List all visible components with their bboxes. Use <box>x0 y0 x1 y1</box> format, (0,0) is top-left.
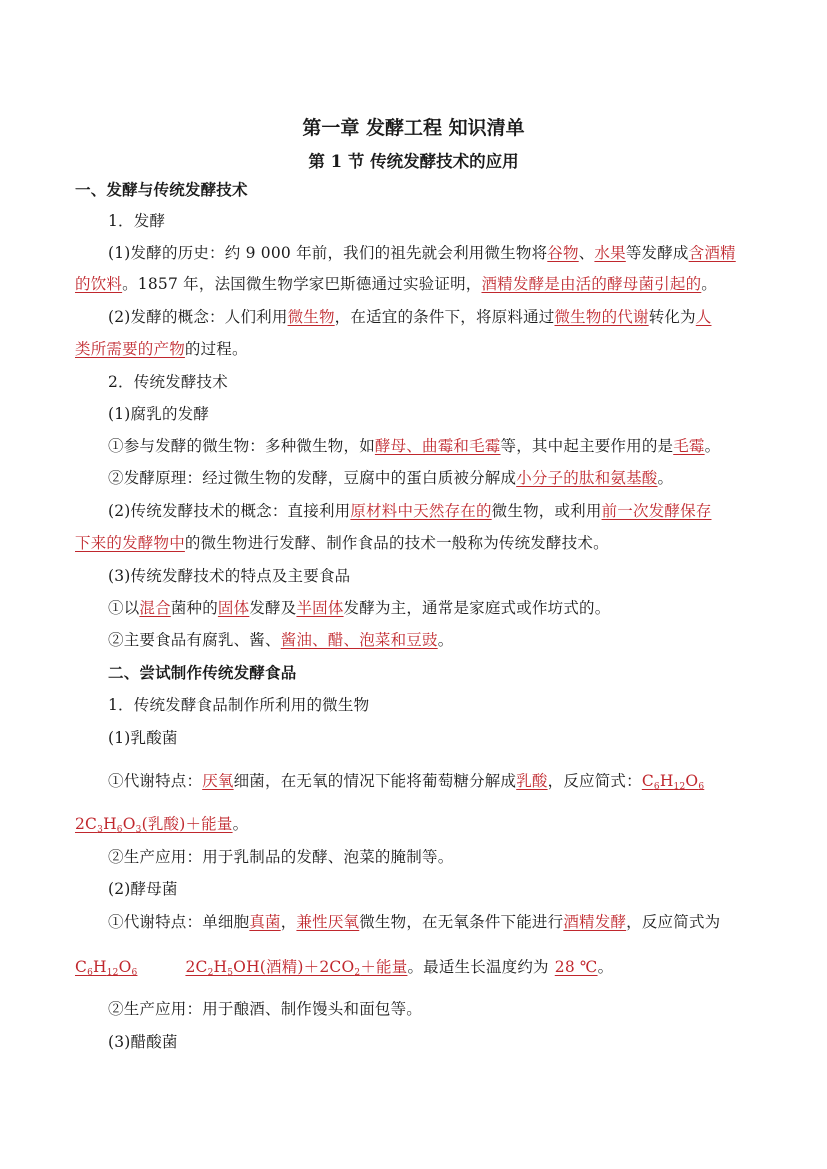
paragraph-history: (1)发酵的历史：约 9 000 年前，我们的祖先就会利用微生物将谷物、水果等发酵成含酒精 <box>108 244 736 262</box>
heading-1: 一、发酵与传统发酵技术 <box>75 180 248 199</box>
item-fuyu: (1)腐乳的发酵 <box>108 405 210 423</box>
formula-lactic-line: $2C_3H_6O_3$(乳酸)＋能量。 <box>75 815 249 835</box>
answer-yeast-mold: 酵母、曲霉和毛霉 <box>374 437 501 455</box>
answer-pasteur: 酒精发酵是由活的酵母菌引起的 <box>481 275 702 293</box>
item-features-1: ①以混合菌种的固体发酵及半固体发酵为主，通常是家庭式或作坊式的。 <box>108 599 611 617</box>
item-lactic: (1)乳酸菌 <box>108 729 178 747</box>
item-microbes: ①参与发酵的微生物：多种微生物，如酵母、曲霉和毛霉等，其中起主要作用的是毛霉。 <box>108 437 721 455</box>
answer-alcohol-drink: 含酒精 <box>688 244 736 262</box>
subheading-microbes: 1．传统发酵食品制作所利用的微生物 <box>108 696 370 714</box>
answer-product: 类所需要的产物 <box>75 340 185 358</box>
answer-temperature: 28 ℃ <box>554 958 598 976</box>
item-yeast: (2)酵母菌 <box>108 880 178 898</box>
item-features: (3)传统发酵技术的特点及主要食品 <box>108 567 351 585</box>
answer-foods: 酱油、醋、泡菜和豆豉 <box>280 631 438 649</box>
formula-glucose-2: $C_6H_{12}O_6$ <box>75 958 138 978</box>
answer-natural: 原材料中天然存在的 <box>350 502 492 520</box>
paragraph-history-cont: 的饮料。1857 年，法国微生物学家巴斯德通过实验证明，酒精发酵是由活的酵母菌引起的。 <box>75 275 717 293</box>
answer-grain: 谷物 <box>547 244 579 262</box>
answer-lactic-acid: 乳酸 <box>516 772 548 790</box>
answer-microbe: 微生物 <box>287 308 335 326</box>
formula-glucose: $C_6H_{12}O_6$ <box>641 772 705 792</box>
section-title: 第 1 节 传统发酵技术的应用 <box>308 152 519 171</box>
answer-facultative: 兼性厌氧 <box>296 913 360 931</box>
item-features-2: ②主要食品有腐乳、酱、酱油、醋、泡菜和豆豉。 <box>108 631 454 649</box>
answer-solid: 固体 <box>217 599 250 617</box>
subheading-traditional: 2．传统发酵技术 <box>108 373 228 391</box>
heading-2: 二、尝试制作传统发酵食品 <box>108 663 297 682</box>
answer-fruit: 水果 <box>594 244 626 262</box>
item-lactic-metabolism: ①代谢特点：厌氧细菌，在无氧的情况下能将葡萄糖分解成乳酸，反应简式：$C_6H_{12}O_6$ <box>108 772 705 792</box>
item-lactic-use: ②生产应用：用于乳制品的发酵、泡菜的腌制等。 <box>108 848 454 866</box>
answer-peptide: 小分子的肽和氨基酸 <box>516 469 658 487</box>
paragraph-traditional-concept-cont: 下来的发酵物中的微生物进行发酵、制作食品的技术一般称为传统发酵技术。 <box>75 534 609 552</box>
chapter-title: 第一章 发酵工程 知识清单 <box>302 117 525 139</box>
formula-alcohol-line: $C_6H_{12}O_6$ $2C_2H_5OH$(酒精)$+2CO_2+$能量。最适生长温度约为 28 ℃。 <box>75 958 614 978</box>
answer-previous: 下来的发酵物中 <box>75 534 185 552</box>
item-yeast-metabolism: ①代谢特点：单细胞真菌，兼性厌氧微生物，在无氧条件下能进行酒精发酵，反应简式为 <box>108 913 721 931</box>
answer-mucor: 毛霉 <box>673 437 705 455</box>
item-yeast-use: ②生产应用：用于酿酒、制作馒头和面包等。 <box>108 1000 423 1018</box>
formula-lactic-product: $2C_3H_6O_3$(乳酸)＋能量 <box>75 815 233 835</box>
paragraph-concept-cont: 类所需要的产物的过程。 <box>75 340 248 358</box>
answer-metabolism: 微生物的代谢 <box>554 308 649 326</box>
item-principle: ②发酵原理：经过微生物的发酵，豆腐中的蛋白质被分解成小分子的肽和氨基酸。 <box>108 469 674 487</box>
answer-mixed: 混合 <box>139 599 171 617</box>
item-acetic: (3)醋酸菌 <box>108 1033 178 1051</box>
answer-semisolid: 半固体 <box>296 599 344 617</box>
answer-alcohol-fermentation: 酒精发酵 <box>563 913 627 931</box>
subheading-fermentation: 1．发酵 <box>108 212 166 230</box>
paragraph-traditional-concept: (2)传统发酵技术的概念：直接利用原材料中天然存在的微生物，或利用前一次发酵保存 <box>108 502 712 520</box>
answer-fungus: 真菌 <box>249 913 281 931</box>
answer-anaerobic: 厌氧 <box>202 772 234 790</box>
paragraph-concept: (2)发酵的概念：人们利用微生物，在适宜的条件下，将原料通过微生物的代谢转化为人 <box>108 308 712 326</box>
formula-alcohol-product: $2C_2H_5OH$(酒精)$+2CO_2+$能量 <box>185 958 408 978</box>
